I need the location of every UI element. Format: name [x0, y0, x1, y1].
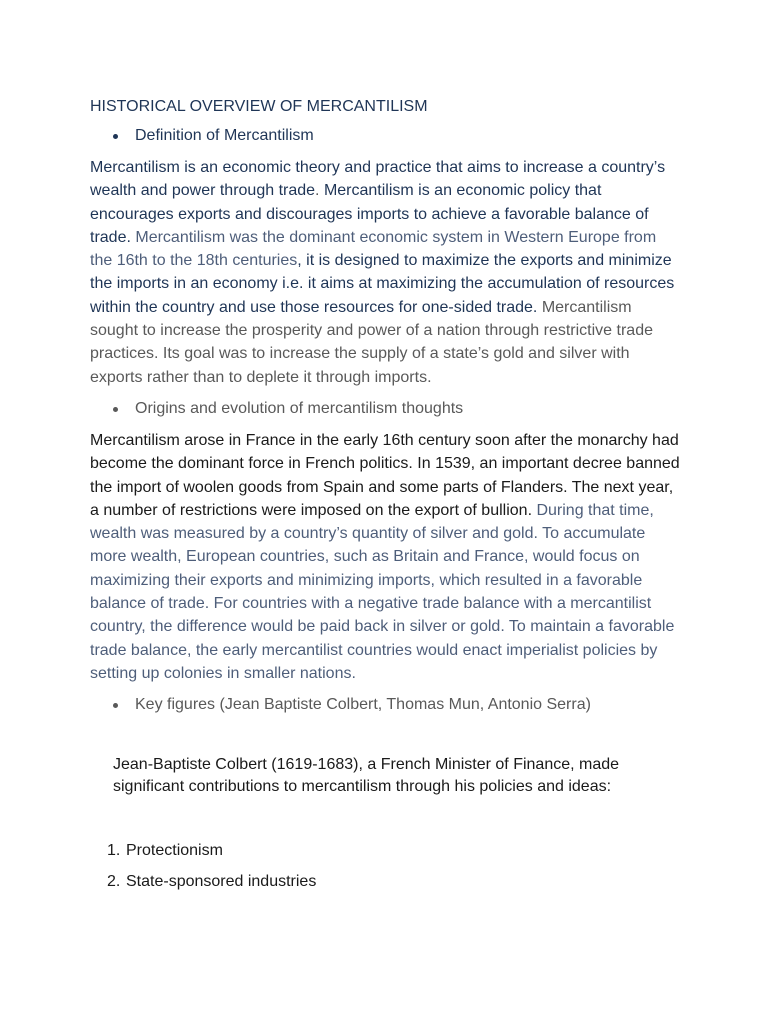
list-item-text: State-sponsored industries — [126, 873, 317, 891]
bullet-origins — [90, 398, 682, 420]
list-item-text: Protectionism — [126, 842, 223, 860]
list-item — [107, 871, 682, 893]
document-title: HISTORICAL OVERVIEW OF MERCANTILISM — [90, 98, 428, 115]
p2-sentence-3: During that time, wealth was measured by a country’s quantity of silver and gold. To accumulate more wealth, European countries, such as Britain and France, would focus on maximizing their exports and minimizing imports, which resulted in a favorable balance of trade. For countries with a negative trade balance with a mercantilist country, the difference would be paid back in silver or gold. To maintain a favorable trade balance, the early mercantilist countries would enact imperialist policies by setting up colonies in smaller nations. — [90, 501, 675, 682]
p2-flanders: Flanders — [500, 478, 564, 496]
bullet-origins-label: Origins and evolution of mercantilism thoughts — [135, 399, 464, 417]
p1-sentence-5: Mercantilism sought to increase the prosperity and power of a nation through restrictive trade practices. Its goal was to increase the supply of a state’s gold and silver with exports rather than to deplete it through imports. — [90, 298, 653, 386]
list-item — [107, 840, 682, 862]
paragraph-origins — [90, 429, 682, 685]
paragraph-definition — [90, 156, 682, 389]
p2-sentence-1: Mercantilism arose in France in the early 16th century soon after the monarchy had become the dominant force in French politics. In 1539, an important decree banned the import of woolen goods from Spain and some parts of — [90, 431, 680, 496]
p1-sentence-2: Mercantilism is an economic policy that encourages exports and discourages imports to achieve a favorable balance of trade. — [90, 182, 649, 246]
p1-sentence-4: , it is designed to maximize the exports and minimize the imports in an economy i.e. it aims at maximizing the accumulation of resources within the country and use those resources for one-sided trade. — [90, 252, 675, 316]
list-item-number: 2. — [107, 873, 121, 891]
bullet-key-figures-label: Key figures (Jean Baptiste Colbert, Thomas Mun, Antonio Serra) — [135, 696, 591, 714]
p1-sentence-1-period: . — [315, 182, 320, 200]
bullet-definition — [90, 125, 682, 147]
bullet-key-figures — [90, 694, 682, 716]
list-item-number: 1. — [107, 842, 121, 860]
numbered-list — [107, 840, 682, 893]
p2-sentence-2: . The next year, a number of restrictions were imposed on the export of bullion. — [90, 478, 674, 519]
p1-sentence-3: Mercantilism was the dominant economic system in Western Europe from the 16th to the 18th centuries — [90, 228, 657, 270]
colbert-paragraph: Jean-Baptiste Colbert (1619-1683), a French Minister of Finance, made significant contributions to mercantilism through his policies and ideas: — [113, 756, 620, 796]
p1-sentence-1: Mercantilism is an economic theory and practice that aims to increase a country’s wealth and power through trade — [90, 159, 666, 200]
bullet-definition-label: Definition of Mercantilism — [135, 127, 314, 144]
document-page — [90, 96, 682, 902]
